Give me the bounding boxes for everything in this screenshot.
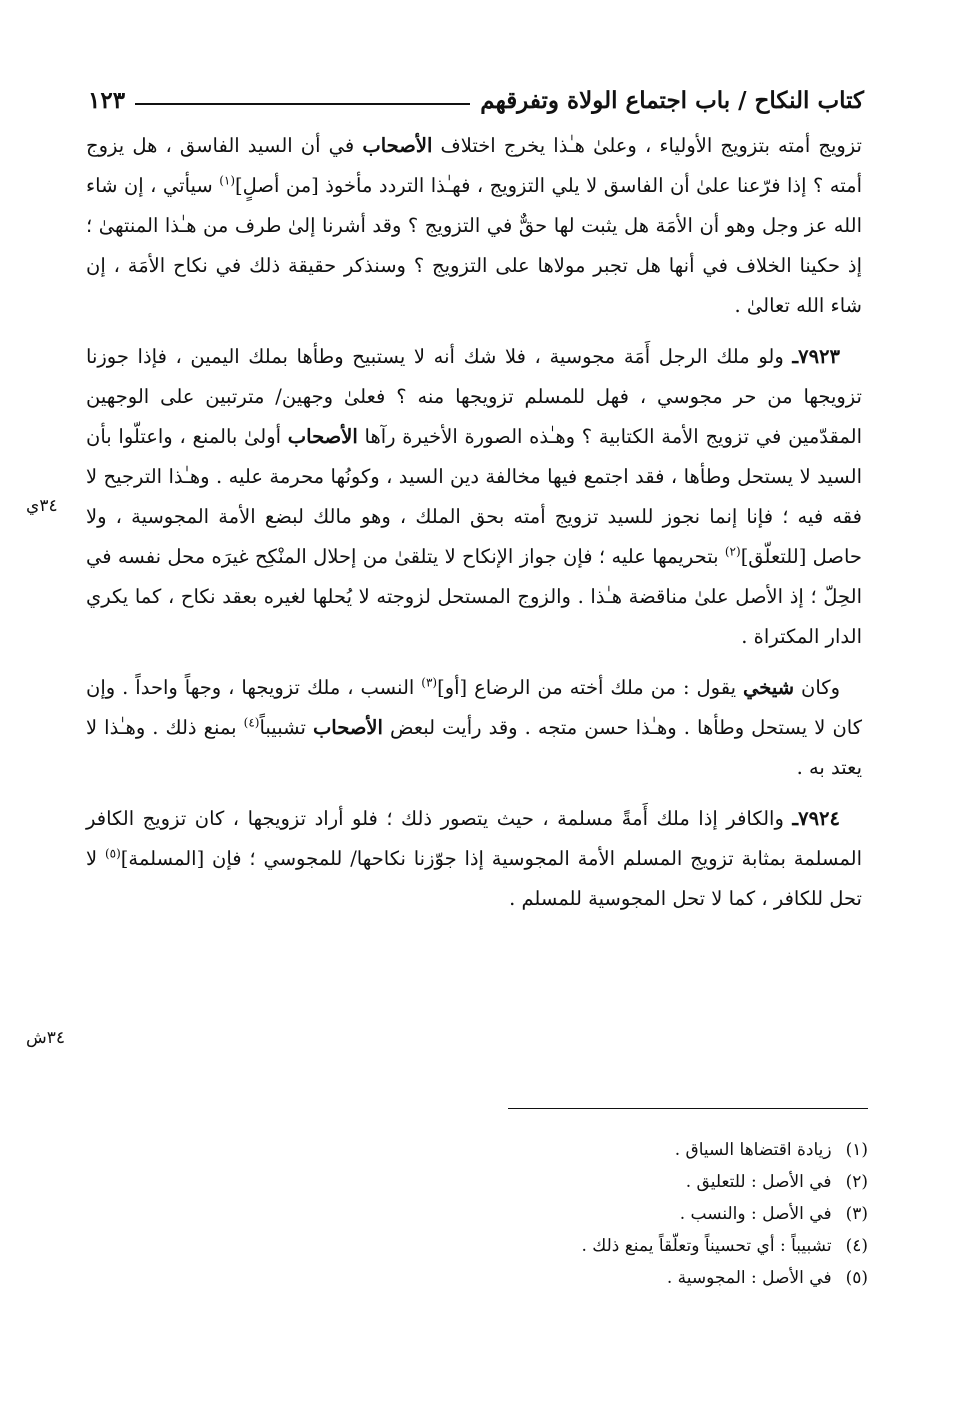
body-text (86, 126, 862, 919)
footnote-separator (508, 1108, 868, 1109)
footnote-ref-5[interactable]: (٥) (104, 846, 121, 861)
bold-term: شيخي (743, 676, 795, 699)
page-number: ١٢٣ (88, 86, 126, 114)
footnote-number: (١) (845, 1140, 868, 1160)
footnote-ref-2[interactable]: (٢) (724, 544, 741, 559)
paragraph-text: ولو ملك الرجل أَمَة مجوسية ، فلا شك أنه لا يستبيح وطأها بملك اليمين ، فإذا جوزنا تزويجها من حر مجوسي ، فهل للمسلم تزويجها منه ؟ فعلىٰ وجهين/ مترتبين على الوجهين المقدّمين في تزويج الأمة الكتابية ؟ وهـٰذه الصورة الأخيرة رآها (86, 345, 862, 448)
footnote-ref-1[interactable]: (١) (219, 173, 236, 188)
margin-note-folio-2: ٣٤ش (26, 1028, 66, 1048)
paragraph-text: تشبيباً (259, 716, 313, 739)
footnote-number: (٥) (845, 1268, 868, 1288)
footnote-number: (٣) (845, 1204, 868, 1224)
bold-term: الأصحاب (312, 716, 383, 739)
paragraph-4 (86, 799, 862, 919)
paragraph-text: يقول : من ملك أخته من الرضاع [أو] (437, 676, 743, 699)
paragraph-3 (86, 668, 862, 788)
footnote-ref-4[interactable]: (٤) (243, 715, 260, 730)
paragraph-text: والكافر إذا ملك أَمةً مسلمة ، حيث يتصور ذلك ؛ فلو أراد تزويجها ، كان تزويج الكافر المسلمة بمثابة تزويج المسلم الأمة المجوسية إذا جوّزنا نكاحها/ للمجوسي ؛ فإن [المسلمة] (86, 807, 862, 870)
footnote-number: (٢) (845, 1172, 868, 1192)
footnote-item (308, 1166, 868, 1198)
paragraph-text: بمنع ذلك . وهـٰذا لا يعتد به . (86, 716, 862, 779)
paragraph-text: تزويج أمته بتزويج الأولياء ، وعلىٰ هـٰذا يخرج اختلاف (432, 134, 862, 157)
running-title: كتاب النكاح / باب اجتماع الولاة وتفرقهم (480, 86, 864, 114)
issue-number: ٧٩٢٣ـ (792, 345, 840, 368)
paragraph-text: لا تحل للكافر ، كما لا تحل المجوسية للمسلم . (86, 847, 862, 910)
footnote-item (308, 1262, 868, 1294)
paragraph-text: أولىٰ بالمنع ، واعتلّوا بأن السيد لا يستحل وطأها ، فقد اجتمع فيها مخالفة دين السيد ، وكونُها محرمة عليه . وهـٰذا الترجيح لا فقه فيه ؛ فإنا إنما نجوز للسيد تزويج أمته بحق الملك ، وهو مالك لبضع الأمة المجوسية ، ولا حاصل [للتعلّق] (86, 425, 862, 568)
footnote-text: في الأصل : للتعليق . (685, 1172, 832, 1192)
footnote-text: في الأصل : والنسب . (679, 1204, 832, 1224)
footnote-item (308, 1134, 868, 1166)
issue-number: ٧٩٢٤ـ (792, 807, 840, 830)
bold-term: الأصحاب (362, 134, 433, 157)
paragraph-text: في أن السيد الفاسق ، هل يزوج أمته ؟ إذا فرّعنا علىٰ أن الفاسق لا يلي التزويج ، فهـٰذا التردد مأخوذ [من أصلٍ] (86, 134, 862, 197)
footnotes (308, 1134, 868, 1294)
page-header (88, 80, 864, 120)
footnote-text: زيادة اقتضاها السياق . (674, 1140, 832, 1160)
footnote-number: (٤) (845, 1236, 868, 1256)
paragraph-text: بتحريمها عليه ؛ فإن جواز الإنكاح لا يتلقىٰ من إحلال المنْكِح غيرَه محل نفسه في الحِلّ ؛ إذ الأصل علىٰ مناقضة هـٰذا . والزوج المستحل لزوجته لا يُحلها لغيره بعقد نكاح ، كما يكري الدار المكتراة . (86, 545, 862, 648)
paragraph-text: وكان (794, 676, 841, 699)
bold-term: الأصحاب (287, 425, 358, 448)
paragraph-2 (86, 337, 862, 657)
footnote-item (308, 1198, 868, 1230)
paragraph-1 (86, 126, 862, 326)
margin-note-folio-1: ٣٤ي (26, 496, 58, 516)
footnote-text: تشبيباً : أي تحسيناً وتعلّقاً يمنع ذلك . (581, 1236, 832, 1256)
paragraph-text: النسب ، ملك تزويجها ، وجهاً واحداً . وإن كان لا يستحل وطأها . وهـٰذا حسن متجه . وقد رأيت لبعض (86, 676, 862, 739)
footnote-text: في الأصل : المجوسية . (666, 1268, 832, 1288)
header-rule (135, 103, 470, 105)
paragraph-text: سيأتي ، إن شاء الله عز وجل وهو أن الأمَة هل يثبت لها حقٌّ في التزويج ؟ وقد أشرنا إلىٰ طرف من هـٰذا المنتهىٰ ؛ إذ حكينا الخلاف في أنها هل تجبر مولاها على التزويج ؟ وسنذكر حقيقة ذلك في نكاح الأمَة ، إن شاء الله تعالىٰ . (86, 174, 862, 317)
footnote-ref-3[interactable]: (٣) (421, 675, 438, 690)
footnote-item (308, 1230, 868, 1262)
